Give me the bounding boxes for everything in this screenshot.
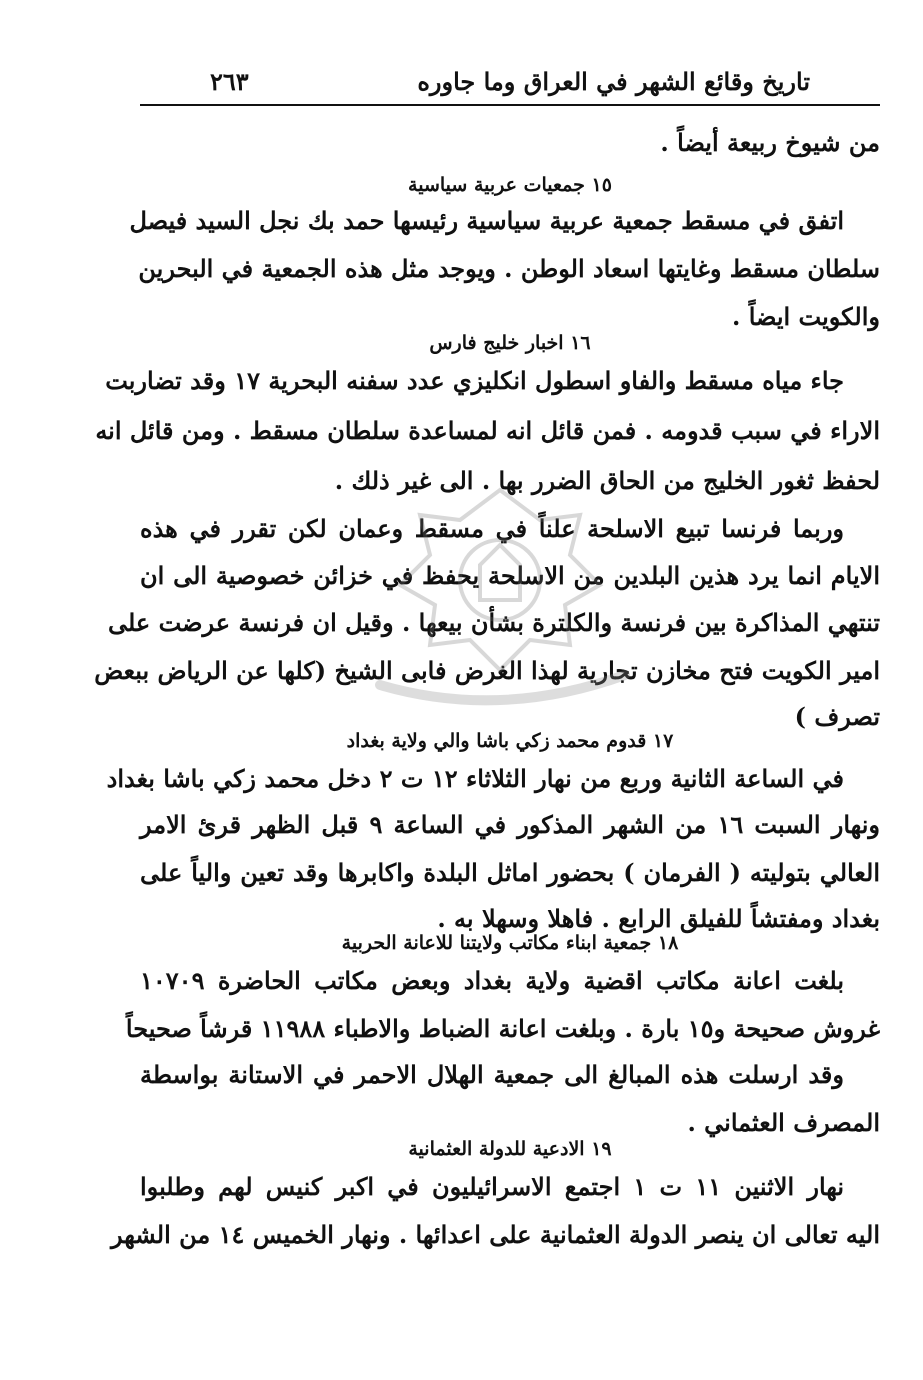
section-heading: ١٧ قدوم محمد زكي باشا والي ولاية بغداد [346,730,674,752]
text-line: وقد ارسلت هذه المبالغ الى جمعية الهلال الاحمر في الاستانة بواسطة [140,1060,844,1089]
text-line: تنتهي المذاكرة بين فرنسة والكلترة بشأن بيعها . وقيل ان فرنسة عرضت على [107,608,880,637]
text-line: بلغت اعانة مكاتب اقضية ولاية بغداد وبعض مكاتب الحاضرة ١٠٧٠٩ [140,966,844,995]
text-line: الايام انما يرد هذين البلدين من الاسلحة يحفظ في خزائن خصوصية الى ان [140,561,880,590]
text-line: ونهار السبت ١٦ من الشهر المذكور في الساعة ٩ قبل الظهر قرئ الامر [140,810,880,839]
text-line: تصرف ) [794,702,880,731]
document-page [94,58,880,1348]
text-line: سلطان مسقط وغايتها اسعاد الوطن . ويوجد مثل هذه الجمعية في البحرين [138,254,880,283]
text-line: بغداد ومفتشاً للفيلق الرابع . فاهلا وسهلا به . [437,904,880,933]
page-header [140,58,880,104]
text-line: لحفظ ثغور الخليج من الحاق الضرر بها . الى غير ذلك . [334,466,880,495]
text-line: اليه تعالى ان ينصر الدولة العثمانية على اعدائها . ونهار الخميس ١٤ من الشهر [111,1220,880,1249]
text-line: المصرف العثماني . [687,1108,880,1137]
text-line: والكويت ايضاً . [731,302,880,331]
section-heading: ١٩ الادعية للدولة العثمانية [408,1138,612,1160]
text-line: العالي بتوليته ( الفرمان ) بحضور اماثل البلدة واكابرها وقد تعين والياً على [140,858,880,887]
text-line: من شيوخ ربيعة أيضاً . [660,128,880,157]
section-heading: ١٨ جمعية ابناء مكاتب ولايتنا للاعانة الحربية [341,932,679,954]
text-line: الاراء في سبب قدومه . فمن قائل انه لمساعدة سلطان مسقط . ومن قائل انه [95,416,880,445]
text-line: نهار الاثنين ١١ ت ١ اجتمع الاسرائيليون في اكبر كنيس لهم وطلبوا [140,1172,845,1201]
text-line: جاء مياه مسقط والفاو اسطول انكليزي عدد سفنه البحرية ١٧ وقد تضاربت [105,366,844,395]
section-heading: ١٥ جمعيات عربية سياسية [408,174,612,196]
text-line: غروش صحيحة و١٥ بارة . وبلغت اعانة الضباط والاطباء ١١٩٨٨ قرشاً صحيحاً [125,1014,880,1043]
running-title: تاريخ وقائع الشهر في العراق وما جاوره [417,66,810,96]
header-rule [140,104,880,106]
section-heading: ١٦ اخبار خليج فارس [429,332,591,354]
text-line: في الساعة الثانية وربع من نهار الثلاثاء ١٢ ت ٢ دخل محمد زكي باشا بغداد [106,764,844,793]
page-number: ٢٦٣ [210,66,249,96]
text-line: وربما فرنسا تبيع الاسلحة علناً في مسقط وعمان لكن تقرر في هذه [140,514,844,543]
text-line: اتفق في مسقط جمعية عربية سياسية رئيسها حمد بك نجل السيد فيصل [129,206,844,235]
text-line: امير الكويت فتح مخازن تجارية لهذا الغرض فابى الشيخ (كلها عن الرياض ببعض [94,656,880,685]
